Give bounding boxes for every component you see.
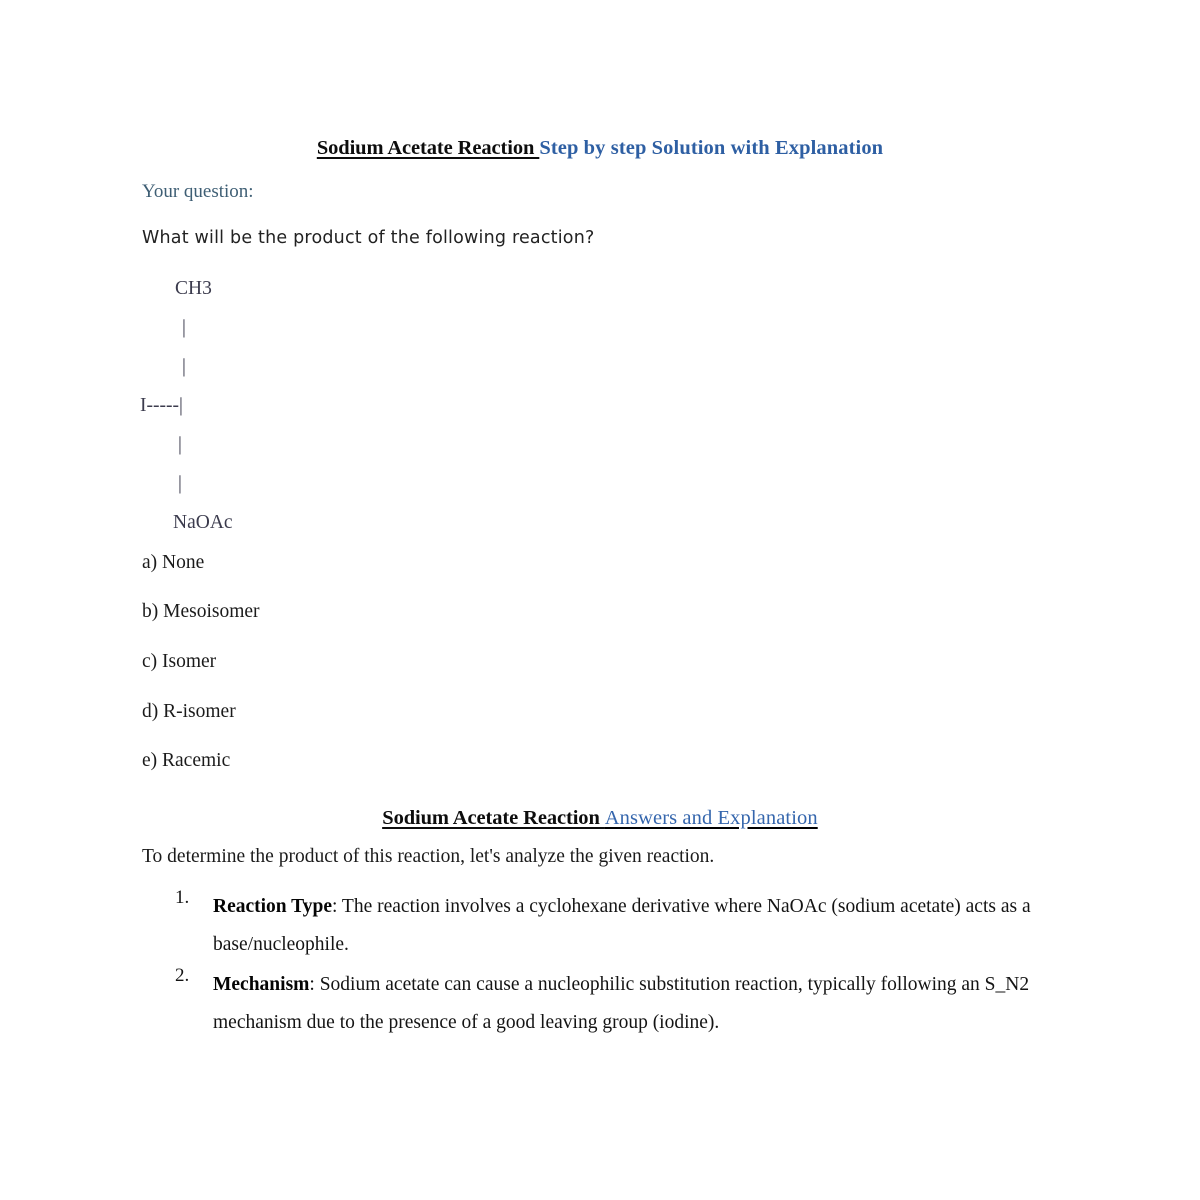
explanation-item-2-body bbox=[213, 966, 1102, 1042]
question-label: Your question: bbox=[142, 181, 254, 202]
option-b[interactable]: b) Mesoisomer bbox=[142, 601, 260, 622]
title-primary-black-segment: Sodium Acetate Reaction bbox=[316, 137, 540, 159]
title-secondary-black-segment: Sodium Acetate Reaction bbox=[382, 807, 605, 829]
explanation-item-2 bbox=[142, 966, 1102, 1042]
structure-line-bond-4: | bbox=[178, 473, 182, 494]
document-title-secondary bbox=[0, 806, 1200, 831]
option-d[interactable]: d) R-isomer bbox=[142, 701, 236, 722]
structure-line-bond-2: | bbox=[182, 356, 186, 377]
option-e[interactable]: e) Racemic bbox=[142, 750, 231, 771]
structure-line-iodine: I-----| bbox=[140, 395, 183, 416]
option-a[interactable]: a) None bbox=[142, 552, 205, 573]
explanation-intro-text: To determine the product of this reaction, let's analyze the given reaction. bbox=[142, 846, 715, 867]
explanation-item-1-term: Reaction Type bbox=[213, 896, 332, 917]
structure-line-bond-1: | bbox=[182, 317, 186, 338]
list-marker-1: 1. bbox=[175, 887, 190, 908]
structure-line-ch3: CH3 bbox=[175, 278, 212, 299]
explanation-item-2-term: Mechanism bbox=[213, 974, 310, 995]
structure-line-bond-3: | bbox=[178, 434, 182, 455]
title-secondary-blue-segment: Answers and Explanation bbox=[604, 807, 818, 829]
explanation-item-2-text: : Sodium acetate can cause a nucleophilic substitution reaction, typically following an S_N2 mechanism due to the presence of a good leaving group (iodine). bbox=[213, 974, 1030, 1034]
title-primary-blue-segment: Step by step Solution with Explanation bbox=[539, 137, 884, 159]
explanation-item-1-body bbox=[213, 888, 1102, 964]
option-c[interactable]: c) Isomer bbox=[142, 651, 217, 672]
question-text: What will be the product of the following reaction? bbox=[142, 228, 595, 248]
explanation-item-1-text: : The reaction involves a cyclohexane derivative where NaOAc (sodium acetate) acts as a base/nucleophile. bbox=[213, 896, 1031, 956]
structure-line-naoac: NaOAc bbox=[173, 512, 233, 533]
document-title-primary bbox=[0, 136, 1200, 161]
list-marker-2: 2. bbox=[175, 965, 190, 986]
explanation-item-1 bbox=[142, 888, 1102, 964]
